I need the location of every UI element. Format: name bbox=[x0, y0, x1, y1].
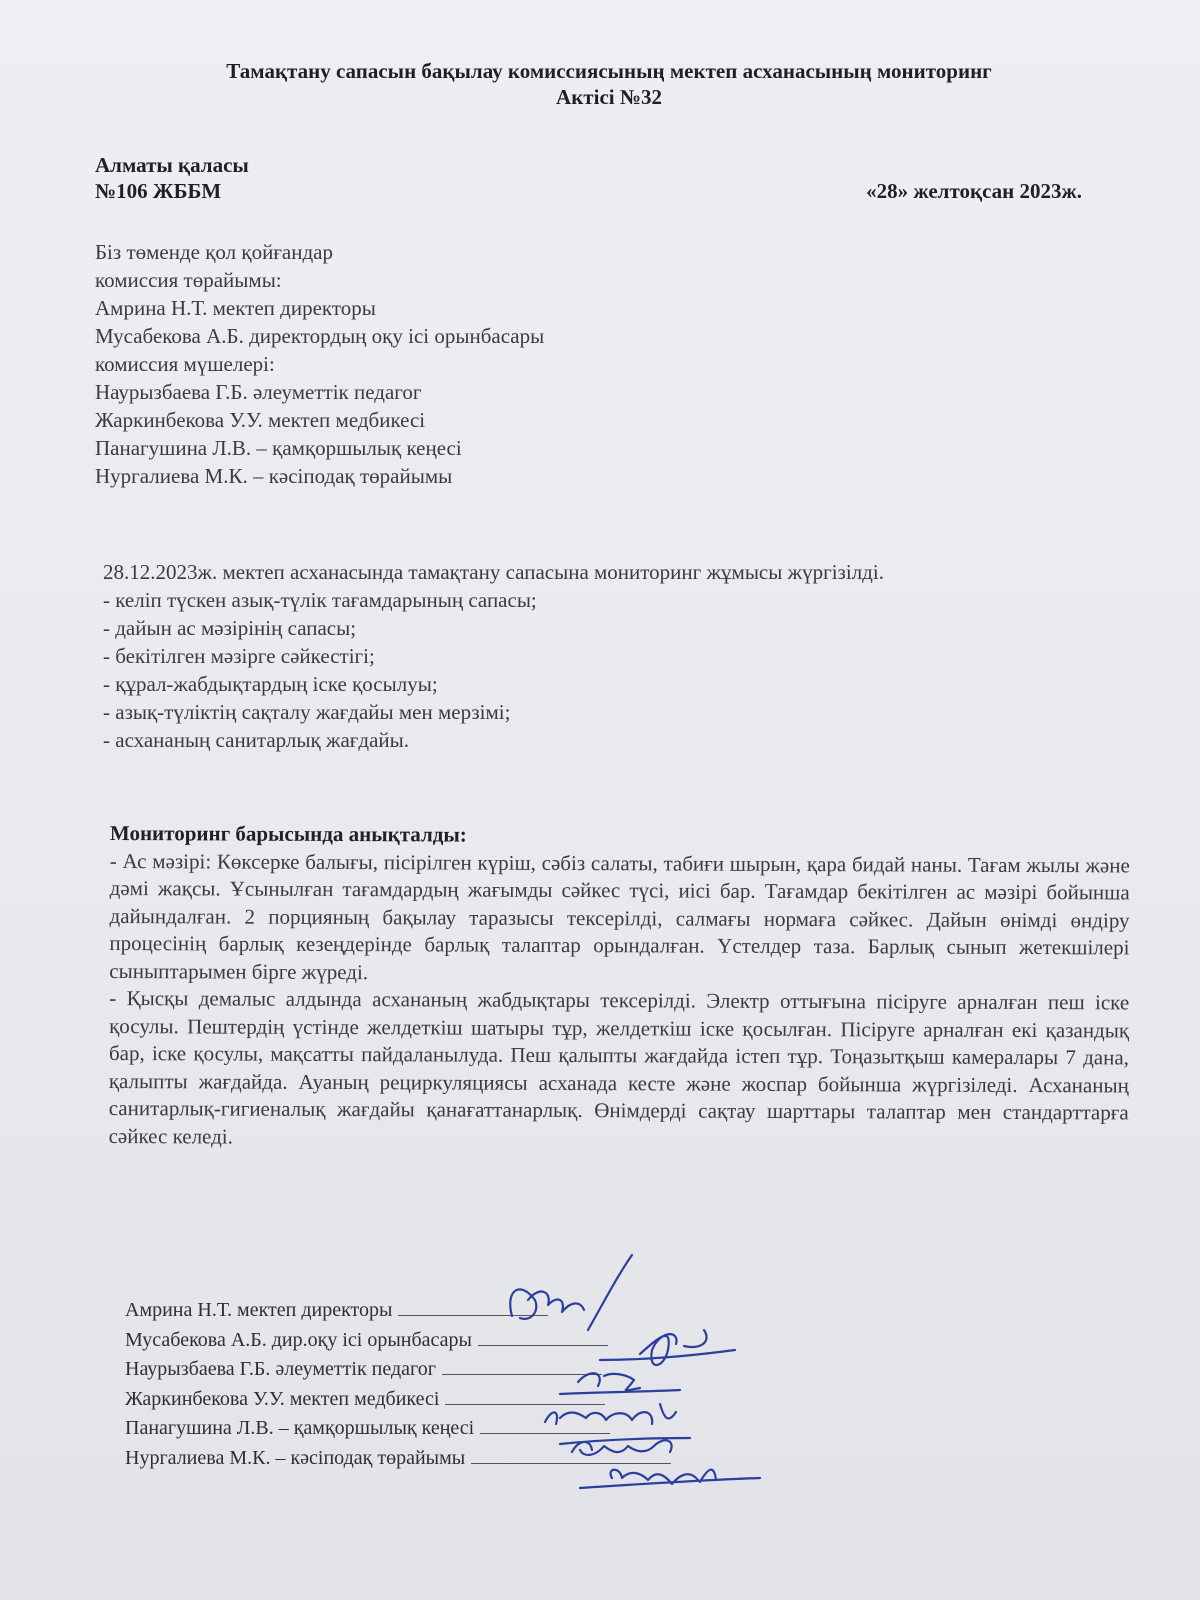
title-line-1: Тамақтану сапасын бақылау комиссиясының мектеп асханасының мониторинг bbox=[226, 59, 992, 83]
signature-line bbox=[398, 1297, 548, 1316]
act-date: «28» желтоқсан 2023ж. bbox=[866, 179, 1082, 203]
monitoring-intro: 28.12.2023ж. мектеп асханасында тамақтану сапасына мониторинг жұмысы жүргізілді. bbox=[103, 560, 884, 584]
signature-row bbox=[125, 1385, 671, 1415]
signature-line bbox=[442, 1356, 602, 1375]
check-item: - дайын ас мәзірінің сапасы; bbox=[103, 616, 357, 640]
commission-line: Панагушина Л.В. – қамқоршылық кеңесі bbox=[95, 436, 462, 460]
signatory-label: Панагушина Л.В. – қамқоршылық кеңесі bbox=[125, 1417, 475, 1439]
signature-row bbox=[125, 1355, 671, 1385]
signature-row bbox=[125, 1326, 671, 1356]
signatory-label: Мусабекова А.Б. дир.оқу ісі орынбасары bbox=[125, 1328, 472, 1351]
commission-line: Наурызбаева Г.Б. әлеуметтік педагог bbox=[95, 380, 422, 404]
commission-line: Біз төменде қол қойғандар bbox=[95, 240, 333, 264]
commission-line: Мусабекова А.Б. директордың оқу ісі орынбасары bbox=[95, 324, 545, 348]
signature-block bbox=[125, 1296, 671, 1473]
signatory-label: Наурызбаева Г.Б. әлеуметтік педагог bbox=[125, 1358, 436, 1380]
signature-row bbox=[125, 1414, 671, 1444]
commission-line: комиссия төрайымы: bbox=[95, 268, 282, 292]
commission-line: Нургалиева М.К. – кәсіподақ төрайымы bbox=[95, 464, 453, 488]
signatory-label: Нургалиева М.К. – кәсіподақ төрайымы bbox=[125, 1446, 466, 1469]
check-item: - құрал-жабдықтардың іске қосылуы; bbox=[103, 672, 438, 696]
document-title bbox=[0, 58, 1200, 110]
city: Алматы қаласы bbox=[95, 153, 249, 177]
findings-section bbox=[109, 820, 1130, 1154]
commission-list bbox=[95, 238, 544, 490]
signatory-label: Амрина Н.Т. мектеп директоры bbox=[125, 1299, 393, 1321]
findings-paragraph-equipment: - Қысқы демалыс алдында асхананың жабдықтары тексерілді. Электр оттығына пісіруге арналған пеш іске қосулы. Пештердің үстінде желдеткіш шатыры тұр, желдеткіш іске қосылған. Пісіруге арналған екі қазандық бар, іске қосулы, мақсатты пайдаланылуда. Пеш қалыпты жағдайда істеп тұр. Тоңазытқыш камералары 7 дана, қалыпты жағдайда. Ауаның рециркуляциясы асханада кесте және жоспар бойынша жүргізіледі. Асхананың санитарлық-гигиеналық жағдайы қанағаттанарлық. Өнімдерді сақтау шарттары талаптар мен стандарттарға сәйкес келеді. bbox=[108, 985, 1130, 1149]
title-line-2: Актісі №32 bbox=[556, 85, 662, 109]
header-block bbox=[95, 152, 249, 204]
signature-row bbox=[125, 1444, 671, 1474]
check-item: - асхананың санитарлық жағдайы. bbox=[103, 728, 409, 752]
signature-line bbox=[445, 1386, 605, 1405]
findings-heading: Мониторинг барысында анықталды: bbox=[109, 821, 467, 847]
commission-line: комиссия мүшелері: bbox=[95, 352, 275, 376]
signature-row bbox=[125, 1296, 671, 1326]
findings-paragraph-menu: - Ас мәзірі: Көксерке балығы, пісірілген күріш, сәбіз салаты, табиғи шырын, қара бидай наны. Тағам жылы және дәмі жақсы. Ұсынылған тағамдардың жағымды сәйкес түсі, иісі бар. Тағамдар бекітілген ас мәзірі бойынша дайындалған. 2 порцияның бақылау таразысы тексерілді, салмағы нормаға сәйкес. Дайын өнімді өндіру процесінің барлық кезеңдерінде барлық талаптар орындалған. Үстелдер таза. Барлық сынып жетекшілері сыныптарымен бірге жүреді. bbox=[109, 848, 1130, 984]
check-item: - келіп түскен азық-түлік тағамдарының сапасы; bbox=[103, 588, 537, 612]
signature-line bbox=[478, 1327, 608, 1346]
commission-line: Жаркинбекова У.У. мектеп медбикесі bbox=[95, 408, 426, 432]
check-item: - бекітілген мәзірге сәйкестігі; bbox=[103, 644, 375, 668]
signature-line bbox=[480, 1415, 610, 1434]
signatory-label: Жаркинбекова У.У. мектеп медбикесі bbox=[125, 1387, 440, 1410]
signature-line bbox=[471, 1445, 671, 1464]
school-number: №106 ЖББМ bbox=[95, 179, 222, 203]
monitoring-checklist bbox=[103, 558, 884, 754]
check-item: - азық-түліктің сақталу жағдайы мен мерзімі; bbox=[103, 700, 511, 724]
commission-line: Амрина Н.Т. мектеп директоры bbox=[95, 296, 376, 320]
